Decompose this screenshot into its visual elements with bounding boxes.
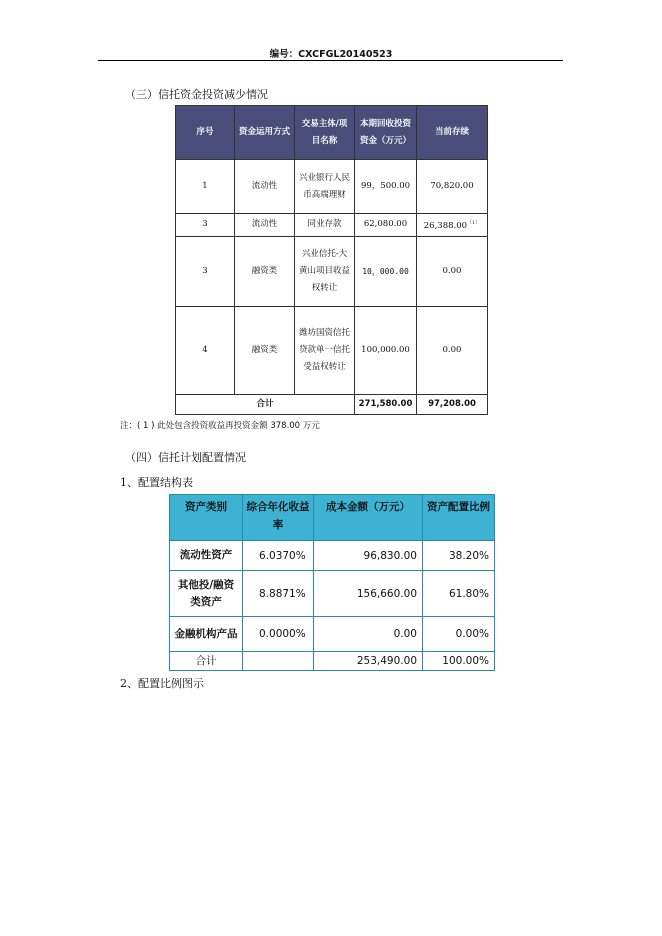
investment-reduction-table xyxy=(175,105,488,415)
table-total-row xyxy=(176,394,488,414)
subsection2-title: 2、配置比例图示 xyxy=(120,677,204,690)
cell-remaining: 0.00 xyxy=(417,236,488,306)
cell-category: 其他投/融资类资产 xyxy=(170,571,243,617)
cell-remaining: 0.00 xyxy=(417,306,488,394)
table-row xyxy=(170,617,495,652)
cell-method: 流动性 xyxy=(235,214,295,237)
footnote-marker: （1） xyxy=(467,220,481,226)
section4-title: （四）信托计划配置情况 xyxy=(125,451,246,464)
cell-subject: 潍坊国资信托贷款单一信托受益权转让 xyxy=(295,306,355,394)
cell-amount: 156,660.00 xyxy=(314,571,423,617)
allocation-structure-table xyxy=(169,494,495,671)
remaining-value: 26,388.00 xyxy=(423,220,468,231)
cell-recovered: 99，500.00 xyxy=(355,160,417,214)
table-row xyxy=(176,306,488,394)
table-row xyxy=(170,571,495,617)
table-row xyxy=(170,541,495,571)
table-row xyxy=(176,236,488,306)
total-label: 合计 xyxy=(170,652,243,671)
total-yield xyxy=(243,652,314,671)
footnote-text: 注：( 1 ) 此处包含投资收益再投资金额 378.00 万元 xyxy=(120,421,320,431)
total-remaining: 97,208.00 xyxy=(417,394,488,414)
cell-recovered: 10，000.00 xyxy=(355,236,417,306)
cell-no: 1 xyxy=(176,160,235,214)
cell-method: 融资类 xyxy=(235,236,295,306)
subsection1-title: 1、配置结构表 xyxy=(120,476,193,489)
cell-remaining: 70,820.00 xyxy=(417,160,488,214)
col-header-category: 资产类别 xyxy=(170,495,243,541)
total-recovered: 271,580.00 xyxy=(355,394,417,414)
cell-yield: 8.8871% xyxy=(243,571,314,617)
table-header-row xyxy=(170,495,495,541)
cell-method: 流动性 xyxy=(235,160,295,214)
cell-no: 3 xyxy=(176,236,235,306)
col-header-recovered: 本期回收投资资金（万元） xyxy=(355,106,417,160)
section3-title: （三）信托资金投资减少情况 xyxy=(125,88,268,101)
table-total-row xyxy=(170,652,495,671)
cell-recovered: 62,080.00 xyxy=(355,214,417,237)
table-header-row xyxy=(176,106,488,160)
col-header-yield: 综合年化收益率 xyxy=(243,495,314,541)
table-row xyxy=(176,214,488,237)
cell-category: 流动性资产 xyxy=(170,541,243,571)
col-header-ratio: 资产配置比例 xyxy=(423,495,495,541)
total-amount: 253,490.00 xyxy=(314,652,423,671)
document-code: 编号：CXCFGL20140523 xyxy=(269,49,393,60)
col-header-amount: 成本金额（万元） xyxy=(314,495,423,541)
cell-category: 金融机构产品 xyxy=(170,617,243,652)
cell-subject: 兴业银行人民币高端理财 xyxy=(295,160,355,214)
col-header-no: 序号 xyxy=(176,106,235,160)
cell-ratio: 0.00% xyxy=(423,617,495,652)
cell-recovered: 100,000.00 xyxy=(355,306,417,394)
cell-amount: 96,830.00 xyxy=(314,541,423,571)
cell-yield: 0.0000% xyxy=(243,617,314,652)
cell-yield: 6.0370% xyxy=(243,541,314,571)
cell-ratio: 38.20% xyxy=(423,541,495,571)
table-row xyxy=(176,160,488,214)
cell-ratio: 61.80% xyxy=(423,571,495,617)
cell-no: 4 xyxy=(176,306,235,394)
col-header-subject: 交易主体/项目名称 xyxy=(295,106,355,160)
cell-no: 3 xyxy=(176,214,235,237)
col-header-method: 资金运用方式 xyxy=(235,106,295,160)
total-ratio: 100.00% xyxy=(423,652,495,671)
cell-remaining xyxy=(417,214,488,237)
cell-amount: 0.00 xyxy=(314,617,423,652)
cell-subject: 兴业信托-大黄山项目收益权转让 xyxy=(295,236,355,306)
col-header-remaining: 当前存续 xyxy=(417,106,488,160)
cell-method: 融资类 xyxy=(235,306,295,394)
total-label: 合计 xyxy=(176,394,355,414)
header-rule xyxy=(98,60,563,61)
cell-subject: 同业存款 xyxy=(295,214,355,237)
